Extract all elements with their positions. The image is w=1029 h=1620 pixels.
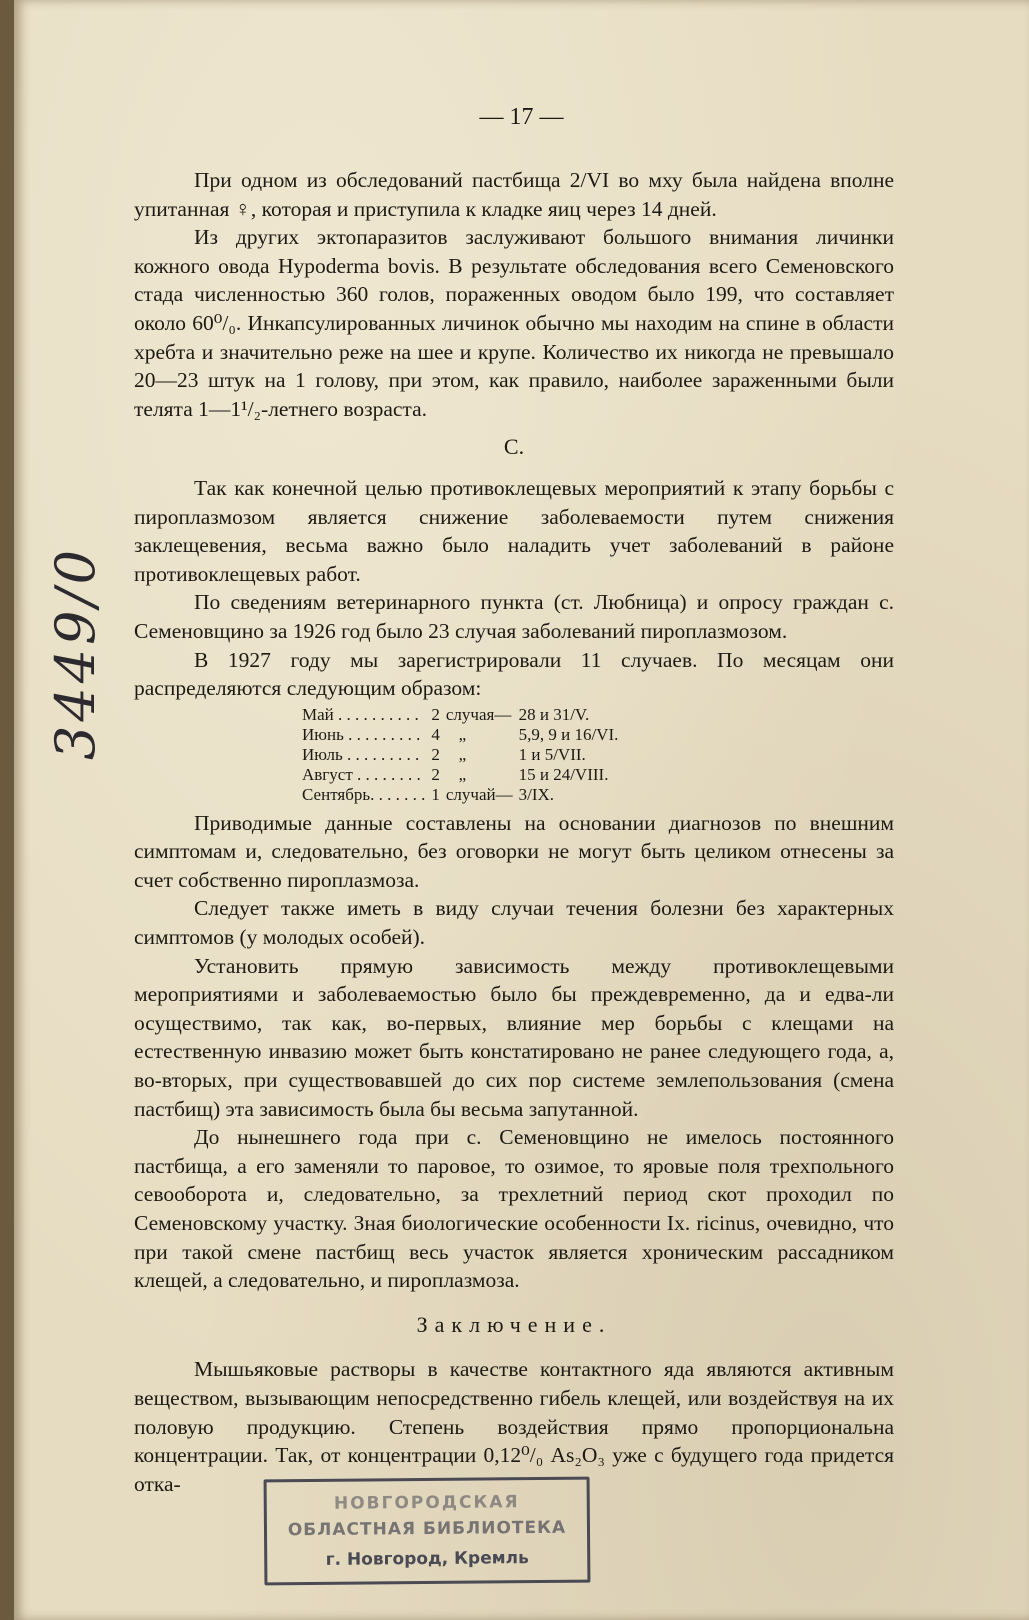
month-cell: Июль . . . . . . . . . <box>302 744 420 764</box>
handwritten-margin-note: 3449/0 <box>44 546 107 760</box>
paragraph: Приводимые данные составлены на основании диагнозов по внешним симптомам и, следовательно, без оговорки не могут быть целиком отнесены за счет собственно пироплазмоза. <box>134 810 894 892</box>
table-row <box>302 785 624 805</box>
table-row <box>302 725 624 745</box>
document-page <box>14 0 1029 1620</box>
paragraph: Установить прямую зависимость между противоклещевыми мероприятиями и заболеваемостью было бы преждевременно, да и едва-ли осуществимо, так как, во-первых, влияние мер борьбы с клещами на естественную инвазию может быть констатировано не ранее следующего года, а, во-вторых, при существовавшей до сих пор системе землепользования (смена пастбищ) эта зависимость была бы весьма запутанной. <box>134 953 894 1121</box>
dates-cell: 3/IX. <box>518 784 555 804</box>
table-row <box>302 765 624 785</box>
table-row <box>302 705 624 725</box>
unit-cell: случая— <box>445 704 512 724</box>
unit-cell: „ <box>445 744 467 764</box>
paragraph: Так как конечной целью противоклещевых мероприятий к этапу борьбы с пироплазмозом является снижение заболеваемости путем снижения заклещевения, весьма важно было наладить учет заболеваний в районе противоклещевых работ. <box>134 475 894 586</box>
stamp-line: НОВГОРОДСКАЯ <box>333 1492 520 1514</box>
dates-cell: 15 и 24/VIII. <box>518 764 609 784</box>
count-cell: 2 <box>431 764 440 784</box>
count-cell: 2 <box>431 704 440 724</box>
paragraph: Мышьяковые растворы в качестве контактного яда являются активным веществом, вызывающим непосредственно гибель клещей, или воздействуя на их половую продукцию. Степень воздействия прямо пропорциональна концентрации. Так, от концентрации 0,12⁰/₀ As₂O₃ уже с будущего года придется отка- <box>134 1357 894 1496</box>
count-cell: 4 <box>431 724 440 744</box>
page-number: — 17 — <box>479 104 564 130</box>
unit-cell: „ <box>445 764 467 784</box>
unit-cell: „ <box>445 724 467 744</box>
month-cell: Август . . . . . . . . <box>302 764 421 784</box>
count-cell: 2 <box>431 744 440 764</box>
paragraph: Следует также иметь в виду случаи течения болезни без характерных симптомов (у молодых особей). <box>134 896 894 950</box>
month-cell: Июнь . . . . . . . . . <box>302 724 421 744</box>
conclusion-heading: Заключение. <box>416 1311 612 1337</box>
paragraph: В 1927 году мы зарегистрировали 11 случаев. По месяцам они распределяются следующим образом: <box>134 647 894 701</box>
count-cell: 1 <box>431 784 440 804</box>
dates-cell: 28 и 31/V. <box>518 704 590 724</box>
table-row <box>302 745 624 765</box>
paragraph: При одном из обследований пастбища 2/VI во мху была найдена вполне упитанная ♀, которая и приступила к кладке яиц через 14 дней. <box>134 168 894 221</box>
stamp-line: ОБЛАСТНАЯ БИБЛИОТЕКА <box>287 1517 567 1541</box>
month-cell: Сентябрь. . . . . . . <box>302 784 426 804</box>
stamp-line: г. Новгород, Кремль <box>325 1548 529 1570</box>
dates-cell: 5,9, 9 и 16/VI. <box>518 724 619 744</box>
paragraph: Из других эктопаразитов заслуживают большого внимания личинки кожного овода Hypoderma bovis. В результате обследования всего Семеновского стада численностью 360 голов, пораженных оводом было 199, что составляет около 60⁰/₀. Инкапсулированных личинок обычно мы находим на спине в области хребта и значительно реже на шее и крупе. Количество их никогда не превышало 20—23 штук на 1 голову, при этом, как правило, наиболее зараженными были телята 1—1¹/₂-летнего возраста. <box>134 225 894 421</box>
unit-cell: случай— <box>445 784 513 804</box>
dates-cell: 1 и 5/VII. <box>518 744 586 764</box>
monthly-cases-table <box>302 705 624 805</box>
section-heading-c: С. <box>503 434 525 460</box>
paragraph: До нынешнего года при с. Семеновщино не имелось постоянного пастбища, а его заменяли то паровое, то озимое, то яровые поля трехпольного севооборота и, следовательно, за трехлетний период скот проходил по Семеновскому участку. Зная биологические особенности Ix. ricinus, очевидно, что при такой смене пастбищ весь участок является хроническим рассадником клещей, а следовательно, и пироплазмоза. <box>134 1125 894 1293</box>
month-cell: Май . . . . . . . . . . <box>302 704 419 724</box>
body-text <box>134 166 894 1498</box>
paragraph: По сведениям ветеринарного пункта (ст. Любница) и опросу граждан с. Семеновщино за 1926 год было 23 случая заболеваний пироплазмозом. <box>134 590 894 643</box>
library-stamp <box>264 1477 591 1586</box>
